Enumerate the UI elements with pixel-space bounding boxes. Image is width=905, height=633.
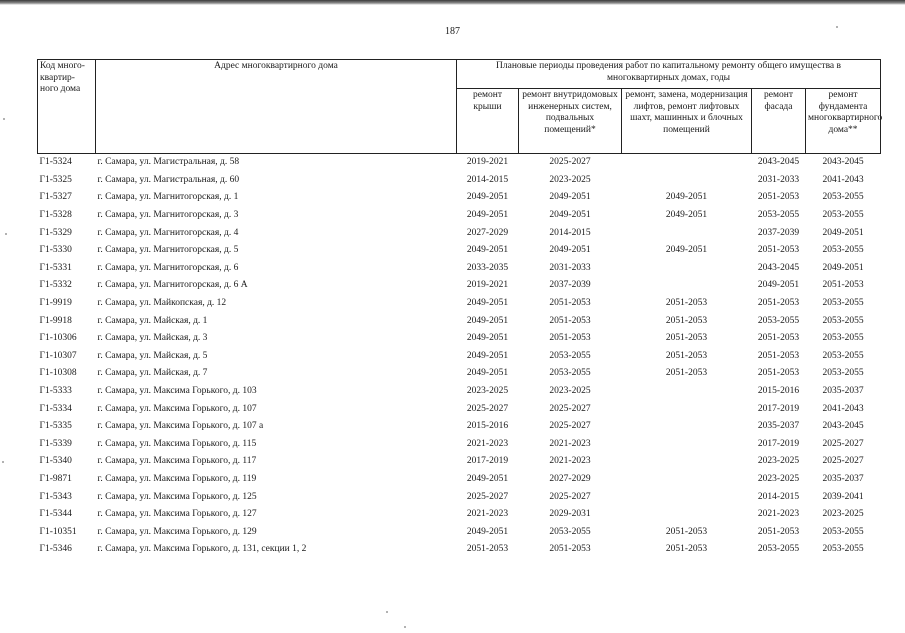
header-periods: Плановые периоды проведения работ по капитальному ремонту общего имущества в многоквартирных домах, годы bbox=[457, 60, 881, 89]
header-code: Код много-квартир-ного дома bbox=[38, 60, 96, 154]
cell-foundation: 2035-2037 bbox=[822, 386, 864, 397]
header-foundation: ремонт фундамента многоквартирного дома** bbox=[806, 89, 881, 154]
cell-code: Г1-5330 bbox=[39, 245, 72, 256]
table-row bbox=[38, 418, 881, 436]
cell-foundation: 2023-2025 bbox=[822, 509, 864, 520]
cell-systems: 2027-2029 bbox=[549, 473, 591, 484]
cell-address: г. Самара, ул. Майкопская, д. 12 bbox=[97, 298, 227, 309]
cell-systems: 2037-2039 bbox=[549, 280, 591, 291]
scan-speck bbox=[836, 26, 838, 28]
cell-address: г. Самара, ул. Майская, д. 1 bbox=[97, 315, 208, 326]
cell-code: Г1-5329 bbox=[39, 227, 72, 238]
cell-foundation: 2041-2043 bbox=[822, 174, 864, 185]
cell-code: Г1-5324 bbox=[39, 157, 72, 168]
cell-facade: 2051-2053 bbox=[757, 333, 800, 344]
table-row bbox=[38, 242, 881, 260]
cell-facade: 2043-2045 bbox=[757, 262, 800, 273]
cell-elevators bbox=[622, 172, 752, 190]
table-row bbox=[38, 453, 881, 471]
table-row bbox=[38, 383, 881, 401]
cell-roof: 2049-2051 bbox=[466, 298, 509, 309]
cell-foundation: 2049-2051 bbox=[822, 262, 864, 273]
cell-address: г. Самара, ул. Майская, д. 7 bbox=[97, 368, 208, 379]
cell-roof: 2025-2027 bbox=[466, 491, 509, 502]
cell-address: г. Самара, ул. Магистральная, д. 58 bbox=[97, 157, 240, 168]
cell-code: Г1-5325 bbox=[39, 174, 72, 185]
table-row bbox=[38, 312, 881, 330]
cell-systems: 2051-2053 bbox=[549, 544, 591, 555]
cell-facade: 2051-2053 bbox=[757, 245, 800, 256]
cell-elevators: 2051-2053 bbox=[665, 544, 708, 555]
cell-code: Г1-5334 bbox=[39, 403, 72, 414]
cell-facade: 2021-2023 bbox=[757, 509, 800, 520]
cell-address: г. Самара, ул. Магистральная, д. 60 bbox=[97, 174, 240, 185]
cell-foundation: 2035-2037 bbox=[822, 473, 864, 484]
cell-roof: 2049-2051 bbox=[466, 350, 509, 361]
cell-systems: 2053-2055 bbox=[549, 526, 591, 537]
cell-systems: 2049-2051 bbox=[549, 210, 591, 221]
cell-facade: 2031-2033 bbox=[757, 174, 800, 185]
cell-roof: 2027-2029 bbox=[466, 227, 509, 238]
cell-facade: 2051-2053 bbox=[757, 350, 800, 361]
cell-facade: 2015-2016 bbox=[757, 386, 800, 397]
header-roof: ремонт крыши bbox=[457, 89, 519, 154]
cell-foundation: 2041-2043 bbox=[822, 403, 864, 414]
cell-roof: 2021-2023 bbox=[466, 509, 509, 520]
cell-address: г. Самара, ул. Максима Горького, д. 119 bbox=[97, 473, 257, 484]
cell-systems: 2049-2051 bbox=[549, 245, 591, 256]
cell-facade: 2043-2045 bbox=[757, 157, 800, 168]
table-row bbox=[38, 488, 881, 506]
cell-address: г. Самара, ул. Максима Горького, д. 127 bbox=[97, 509, 257, 520]
cell-facade: 2051-2053 bbox=[757, 192, 800, 203]
cell-code: Г1-5335 bbox=[39, 421, 72, 432]
cell-elevators: 2051-2053 bbox=[665, 298, 708, 309]
cell-address: г. Самара, ул. Максима Горького, д. 115 bbox=[97, 438, 257, 449]
cell-address: г. Самара, ул. Майская, д. 5 bbox=[97, 350, 208, 361]
cell-address: г. Самара, ул. Максима Горького, д. 131, секции 1, 2 bbox=[97, 544, 307, 555]
cell-code: Г1-9871 bbox=[39, 473, 72, 484]
cell-elevators bbox=[622, 488, 752, 506]
cell-elevators bbox=[622, 453, 752, 471]
table-row bbox=[38, 330, 881, 348]
cell-foundation: 2053-2055 bbox=[822, 544, 864, 555]
table-row bbox=[38, 523, 881, 541]
cell-elevators bbox=[622, 506, 752, 524]
header-facade: ремонт фасада bbox=[752, 89, 806, 154]
cell-foundation: 2039-2041 bbox=[822, 491, 864, 502]
table-body bbox=[38, 154, 881, 559]
cell-systems: 2051-2053 bbox=[549, 333, 591, 344]
cell-elevators bbox=[622, 400, 752, 418]
cell-foundation: 2053-2055 bbox=[822, 298, 864, 309]
cell-elevators: 2051-2053 bbox=[665, 350, 708, 361]
cell-systems: 2053-2055 bbox=[549, 350, 591, 361]
cell-facade: 2051-2053 bbox=[757, 298, 800, 309]
cell-facade: 2023-2025 bbox=[757, 456, 800, 467]
table-row bbox=[38, 295, 881, 313]
cell-foundation: 2053-2055 bbox=[822, 350, 864, 361]
cell-facade: 2049-2051 bbox=[757, 280, 800, 291]
scan-speck bbox=[386, 611, 388, 613]
table-row bbox=[38, 400, 881, 418]
cell-foundation: 2053-2055 bbox=[822, 192, 864, 203]
cell-foundation: 2043-2045 bbox=[822, 157, 864, 168]
cell-roof: 2033-2035 bbox=[466, 262, 509, 273]
cell-elevators bbox=[622, 418, 752, 436]
table-row bbox=[38, 365, 881, 383]
cell-facade: 2053-2055 bbox=[757, 544, 800, 555]
cell-roof: 2049-2051 bbox=[466, 245, 509, 256]
header-elevators: ремонт, замена, модернизация лифтов, ремонт лифтовых шахт, машинных и блочных помещений bbox=[622, 89, 752, 154]
cell-code: Г1-5331 bbox=[39, 262, 72, 273]
cell-roof: 2021-2023 bbox=[466, 438, 509, 449]
scan-speck bbox=[5, 233, 7, 235]
scan-speck bbox=[3, 118, 5, 120]
cell-systems: 2051-2053 bbox=[549, 298, 591, 309]
cell-code: Г1-9918 bbox=[39, 315, 72, 326]
cell-elevators bbox=[622, 260, 752, 278]
table-row bbox=[38, 172, 881, 190]
cell-facade: 2053-2055 bbox=[757, 315, 800, 326]
cell-code: Г1-5344 bbox=[39, 509, 72, 520]
cell-roof: 2014-2015 bbox=[466, 174, 509, 185]
cell-roof: 2049-2051 bbox=[466, 192, 509, 203]
cell-foundation: 2025-2027 bbox=[822, 456, 864, 467]
cell-address: г. Самара, ул. Максима Горького, д. 117 bbox=[97, 456, 257, 467]
cell-systems: 2049-2051 bbox=[549, 192, 591, 203]
cell-roof: 2017-2019 bbox=[466, 456, 509, 467]
cell-systems: 2025-2027 bbox=[549, 157, 591, 168]
cell-facade: 2051-2053 bbox=[757, 368, 800, 379]
cell-foundation: 2053-2055 bbox=[822, 245, 864, 256]
table-row bbox=[38, 260, 881, 278]
capital-repair-table bbox=[37, 59, 881, 559]
cell-systems: 2025-2027 bbox=[549, 421, 591, 432]
header-systems: ремонт внутридомовых инженерных систем, подвальных помещений* bbox=[519, 89, 622, 154]
cell-address: г. Самара, ул. Максима Горького, д. 107 а bbox=[97, 421, 264, 432]
cell-systems: 2021-2023 bbox=[549, 438, 591, 449]
cell-roof: 2025-2027 bbox=[466, 403, 509, 414]
cell-elevators: 2049-2051 bbox=[665, 192, 708, 203]
cell-systems: 2023-2025 bbox=[549, 386, 591, 397]
cell-foundation: 2053-2055 bbox=[822, 526, 864, 537]
cell-address: г. Самара, ул. Максима Горького, д. 129 bbox=[97, 526, 257, 537]
cell-address: г. Самара, ул. Магнитогорская, д. 6 А bbox=[97, 280, 248, 291]
cell-address: г. Самара, ул. Магнитогорская, д. 3 bbox=[97, 210, 239, 221]
cell-code: Г1-10307 bbox=[39, 350, 77, 361]
cell-code: Г1-5333 bbox=[39, 386, 72, 397]
table-row bbox=[38, 207, 881, 225]
cell-address: г. Самара, ул. Магнитогорская, д. 6 bbox=[97, 262, 239, 273]
cell-elevators bbox=[622, 154, 752, 172]
cell-systems: 2031-2033 bbox=[549, 262, 591, 273]
cell-systems: 2025-2027 bbox=[549, 403, 591, 414]
cell-foundation: 2043-2045 bbox=[822, 421, 864, 432]
table-row bbox=[38, 277, 881, 295]
cell-address: г. Самара, ул. Максима Горького, д. 103 bbox=[97, 386, 257, 397]
cell-elevators bbox=[622, 224, 752, 242]
cell-foundation: 2051-2053 bbox=[822, 280, 864, 291]
table-header bbox=[38, 60, 881, 154]
cell-elevators: 2051-2053 bbox=[665, 315, 708, 326]
cell-elevators bbox=[622, 436, 752, 454]
cell-roof: 2019-2021 bbox=[466, 157, 509, 168]
cell-code: Г1-5328 bbox=[39, 210, 72, 221]
cell-facade: 2017-2019 bbox=[757, 403, 800, 414]
cell-elevators: 2051-2053 bbox=[665, 333, 708, 344]
cell-address: г. Самара, ул. Магнитогорская, д. 5 bbox=[97, 245, 239, 256]
cell-foundation: 2053-2055 bbox=[822, 210, 864, 221]
cell-elevators bbox=[622, 383, 752, 401]
cell-address: г. Самара, ул. Магнитогорская, д. 1 bbox=[97, 192, 239, 203]
cell-elevators: 2051-2053 bbox=[665, 368, 708, 379]
table-row bbox=[38, 436, 881, 454]
cell-roof: 2051-2053 bbox=[466, 544, 509, 555]
cell-roof: 2015-2016 bbox=[466, 421, 509, 432]
cell-foundation: 2053-2055 bbox=[822, 368, 864, 379]
cell-foundation: 2053-2055 bbox=[822, 333, 864, 344]
cell-roof: 2019-2021 bbox=[466, 280, 509, 291]
cell-facade: 2014-2015 bbox=[757, 491, 800, 502]
cell-roof: 2049-2051 bbox=[466, 333, 509, 344]
cell-roof: 2049-2051 bbox=[466, 368, 509, 379]
cell-address: г. Самара, ул. Магнитогорская, д. 4 bbox=[97, 227, 239, 238]
cell-systems: 2014-2015 bbox=[549, 227, 591, 238]
cell-elevators: 2051-2053 bbox=[665, 526, 708, 537]
cell-foundation: 2053-2055 bbox=[822, 315, 864, 326]
cell-facade: 2035-2037 bbox=[757, 421, 800, 432]
table-row bbox=[38, 154, 881, 172]
table-row bbox=[38, 471, 881, 489]
cell-code: Г1-10308 bbox=[39, 368, 77, 379]
cell-code: Г1-5339 bbox=[39, 438, 72, 449]
cell-systems: 2021-2023 bbox=[549, 456, 591, 467]
cell-facade: 2023-2025 bbox=[757, 473, 800, 484]
cell-address: г. Самара, ул. Максима Горького, д. 125 bbox=[97, 491, 257, 502]
cell-roof: 2023-2025 bbox=[466, 386, 509, 397]
cell-elevators bbox=[622, 277, 752, 295]
cell-code: Г1-10351 bbox=[39, 526, 77, 537]
cell-code: Г1-9919 bbox=[39, 298, 72, 309]
cell-roof: 2049-2051 bbox=[466, 315, 509, 326]
cell-facade: 2037-2039 bbox=[757, 227, 800, 238]
cell-systems: 2025-2027 bbox=[549, 491, 591, 502]
table-row bbox=[38, 541, 881, 559]
cell-elevators bbox=[622, 471, 752, 489]
cell-facade: 2051-2053 bbox=[757, 526, 800, 537]
cell-systems: 2029-2031 bbox=[549, 509, 591, 520]
cell-address: г. Самара, ул. Максима Горького, д. 107 bbox=[97, 403, 257, 414]
cell-code: Г1-5346 bbox=[39, 544, 72, 555]
table-row bbox=[38, 506, 881, 524]
cell-code: Г1-5327 bbox=[39, 192, 72, 203]
table-row bbox=[38, 348, 881, 366]
cell-systems: 2023-2025 bbox=[549, 174, 591, 185]
scan-speck bbox=[404, 626, 406, 628]
cell-elevators: 2049-2051 bbox=[665, 210, 708, 221]
cell-code: Г1-5343 bbox=[39, 491, 72, 502]
header-address: Адрес многоквартирного дома bbox=[96, 60, 457, 154]
cell-systems: 2051-2053 bbox=[549, 315, 591, 326]
table-row bbox=[38, 224, 881, 242]
cell-facade: 2017-2019 bbox=[757, 438, 800, 449]
cell-code: Г1-5332 bbox=[39, 280, 72, 291]
cell-elevators: 2049-2051 bbox=[665, 245, 708, 256]
cell-address: г. Самара, ул. Майская, д. 3 bbox=[97, 333, 208, 344]
cell-code: Г1-10306 bbox=[39, 333, 77, 344]
cell-roof: 2049-2051 bbox=[466, 473, 509, 484]
cell-roof: 2049-2051 bbox=[466, 210, 509, 221]
scan-speck bbox=[2, 461, 4, 463]
cell-foundation: 2049-2051 bbox=[822, 227, 864, 238]
cell-roof: 2049-2051 bbox=[466, 526, 509, 537]
scan-edge bbox=[0, 0, 905, 5]
cell-facade: 2053-2055 bbox=[757, 210, 800, 221]
page-number: 187 bbox=[445, 26, 460, 37]
table-row bbox=[38, 189, 881, 207]
cell-code: Г1-5340 bbox=[39, 456, 72, 467]
cell-systems: 2053-2055 bbox=[549, 368, 591, 379]
cell-foundation: 2025-2027 bbox=[822, 438, 864, 449]
